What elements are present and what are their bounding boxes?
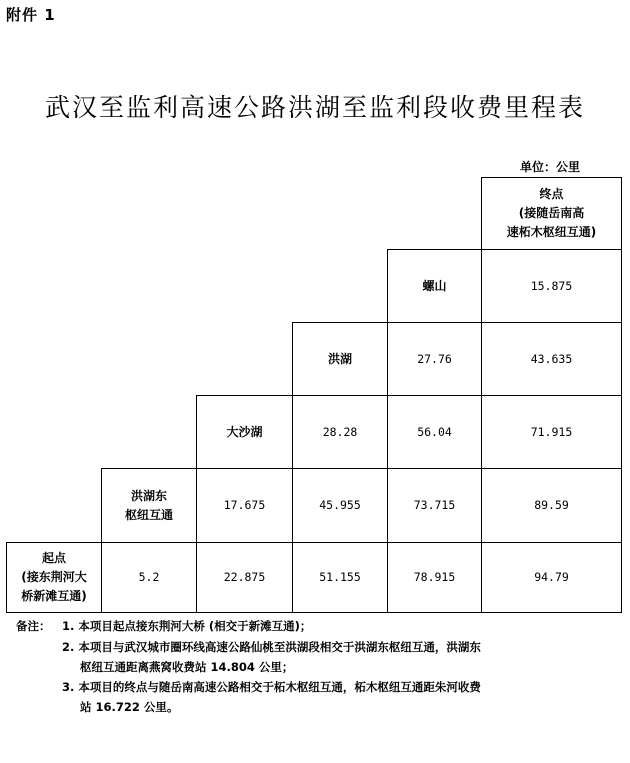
note-2-line1: 2. 本项目与武汉城市圈环线高速公路仙桃至洪湖段相交于洪湖东枢纽互通，洪湖东 <box>62 640 481 654</box>
unit-label: 单位：公里 <box>520 160 581 174</box>
page-title: 武汉至监利高速公路洪湖至监利段收费里程表 <box>44 93 585 122</box>
cell-start-end: 94.79 <box>481 542 622 613</box>
cell-start-luoshan: 78.915 <box>387 542 482 613</box>
cell-honghudong-luoshan: 73.715 <box>387 468 482 543</box>
header-end-line1: 终点 <box>539 187 564 201</box>
notes-label: 备注： <box>16 619 51 633</box>
header-start-line2: (接东荆河大 <box>21 570 87 584</box>
header-start <box>6 542 102 613</box>
header-luoshan: 螺山 <box>387 249 482 323</box>
cell-honghudong-end: 89.59 <box>481 468 622 543</box>
header-end-line3: 速柘木枢纽互通) <box>506 225 597 239</box>
header-honghudong <box>101 468 197 543</box>
cell-honghu-end: 43.635 <box>481 322 622 396</box>
cell-honghu-luoshan: 27.76 <box>387 322 482 396</box>
note-3-line1: 3. 本项目的终点与随岳南高速公路相交于柘木枢纽互通，柘木枢纽互通距朱河收费 <box>62 680 481 694</box>
header-honghudong-line1: 洪湖东 <box>130 488 167 503</box>
note-1: 1. 本项目起点接东荆河大桥 (相交于新滩互通)； <box>62 619 312 633</box>
cell-honghudong-honghu: 45.955 <box>292 468 388 543</box>
attachment-label: 附件 1 <box>6 6 56 24</box>
note-2-line2: 枢纽互通距离燕窝收费站 14.804 公里； <box>80 660 294 674</box>
header-start-line1: 起点 <box>41 551 66 565</box>
note-3-line2: 站 16.722 公里。 <box>80 700 179 714</box>
cell-start-dashahu: 22.875 <box>196 542 293 613</box>
header-honghudong-line2: 枢纽互通 <box>124 507 173 522</box>
cell-dashahu-luoshan: 56.04 <box>387 395 482 469</box>
header-end <box>481 177 622 250</box>
cell-start-honghu: 51.155 <box>292 542 388 613</box>
cell-luoshan-end: 15.875 <box>481 249 622 323</box>
cell-dashahu-end: 71.915 <box>481 395 622 469</box>
header-dashahu: 大沙湖 <box>196 395 293 469</box>
cell-honghudong-dashahu: 17.675 <box>196 468 293 543</box>
header-end-line2: (接随岳南高 <box>518 206 585 220</box>
cell-start-honghudong: 5.2 <box>101 542 197 613</box>
header-start-line3: 桥新滩互通) <box>21 589 87 603</box>
cell-dashahu-honghu: 28.28 <box>292 395 388 469</box>
header-honghu: 洪湖 <box>292 322 388 396</box>
